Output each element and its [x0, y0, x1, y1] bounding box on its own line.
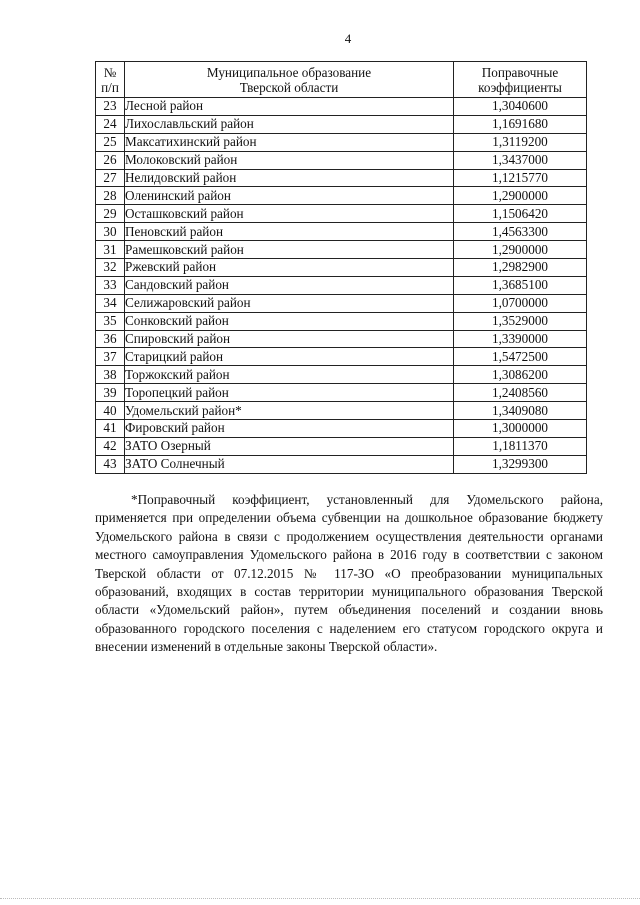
row-coefficient: 1,3685100 — [454, 276, 587, 294]
table-row — [96, 241, 587, 259]
coefficients-table — [95, 61, 587, 474]
row-number: 36 — [96, 330, 125, 348]
row-coefficient: 1,1215770 — [454, 169, 587, 187]
row-municipality: Лесной район — [125, 98, 454, 116]
row-coefficient: 1,3299300 — [454, 455, 587, 473]
table-row — [96, 98, 587, 116]
table-body — [96, 98, 587, 474]
row-municipality: Пеновский район — [125, 223, 454, 241]
row-number: 25 — [96, 133, 125, 151]
row-municipality: Ржевский район — [125, 259, 454, 277]
header-coefficient-line1: Поправочные — [481, 64, 559, 80]
table-row — [96, 366, 587, 384]
row-coefficient: 1,3086200 — [454, 366, 587, 384]
table-row — [96, 330, 587, 348]
header-coefficient — [454, 62, 587, 98]
table-row — [96, 205, 587, 223]
row-coefficient: 1,0700000 — [454, 294, 587, 312]
row-municipality: Торжокский район — [125, 366, 454, 384]
table-row — [96, 276, 587, 294]
footnote: *Поправочный коэффициент, установленный для Удомельского района, применяется при определении объема субвенции на дошкольное образование бюджету Удомельского района в связи с продолжением осуществления деятельности органами местного самоуправления Удомельского района в 2016 году в соответствии с законом Тверской области от 07.12.2015 № 117-ЗО «О преобразовании муниципальных образований, входящих в состав территории муниципального образования Тверской области «Удомельский район», путем объединения поселений и создании вновь образованного городского поселения с наделением его статусом городского округа и внесении изменений в отдельные законы Тверской области». — [95, 492, 603, 655]
row-coefficient: 1,2408560 — [454, 384, 587, 402]
row-municipality: Нелидовский район — [125, 169, 454, 187]
table-row — [96, 348, 587, 366]
row-number: 30 — [96, 223, 125, 241]
table-row — [96, 223, 587, 241]
row-coefficient: 1,1811370 — [454, 437, 587, 455]
row-coefficient: 1,1506420 — [454, 205, 587, 223]
row-municipality: Рамешковский район — [125, 241, 454, 259]
row-number: 35 — [96, 312, 125, 330]
row-municipality: Торопецкий район — [125, 384, 454, 402]
table-row — [96, 437, 587, 455]
row-municipality: Лихославльский район — [125, 115, 454, 133]
header-number — [96, 62, 125, 98]
table-row — [96, 312, 587, 330]
table-row — [96, 259, 587, 277]
row-municipality: Удомельский район* — [125, 402, 454, 420]
row-coefficient: 1,4563300 — [454, 223, 587, 241]
row-number: 42 — [96, 437, 125, 455]
row-number: 41 — [96, 420, 125, 438]
row-number: 37 — [96, 348, 125, 366]
row-municipality: Молоковский район — [125, 151, 454, 169]
table-row — [96, 420, 587, 438]
row-coefficient: 1,3040600 — [454, 98, 587, 116]
table-row — [96, 402, 587, 420]
row-coefficient: 1,3529000 — [454, 312, 587, 330]
header-municipality-line2: Тверской области — [239, 79, 339, 95]
row-municipality: Селижаровский район — [125, 294, 454, 312]
row-coefficient: 1,2982900 — [454, 259, 587, 277]
row-number: 27 — [96, 169, 125, 187]
table-row — [96, 455, 587, 473]
header-municipality — [125, 62, 454, 98]
row-number: 38 — [96, 366, 125, 384]
row-number: 34 — [96, 294, 125, 312]
row-municipality: Старицкий район — [125, 348, 454, 366]
row-number: 40 — [96, 402, 125, 420]
row-number: 31 — [96, 241, 125, 259]
row-number: 29 — [96, 205, 125, 223]
row-coefficient: 1,3119200 — [454, 133, 587, 151]
row-coefficient: 1,2900000 — [454, 241, 587, 259]
row-number: 23 — [96, 98, 125, 116]
header-coefficient-line2: коэффициенты — [478, 79, 562, 95]
row-number: 26 — [96, 151, 125, 169]
row-municipality: Максатихинский район — [125, 133, 454, 151]
header-number-line1: № — [103, 64, 117, 80]
header-municipality-line1: Муниципальное образование — [206, 64, 372, 80]
row-coefficient: 1,3409080 — [454, 402, 587, 420]
row-coefficient: 1,2900000 — [454, 187, 587, 205]
table-header-row — [96, 62, 587, 98]
row-number: 43 — [96, 455, 125, 473]
table-row — [96, 151, 587, 169]
row-municipality: Сонковский район — [125, 312, 454, 330]
table-row — [96, 133, 587, 151]
row-coefficient: 1,3437000 — [454, 151, 587, 169]
row-municipality: ЗАТО Солнечный — [125, 455, 454, 473]
table-row — [96, 169, 587, 187]
page-number: 4 — [344, 31, 352, 46]
row-number: 28 — [96, 187, 125, 205]
row-number: 39 — [96, 384, 125, 402]
row-municipality: Осташковский район — [125, 205, 454, 223]
table-row — [96, 187, 587, 205]
table-row — [96, 115, 587, 133]
row-number: 33 — [96, 276, 125, 294]
table-row — [96, 384, 587, 402]
row-coefficient: 1,1691680 — [454, 115, 587, 133]
row-municipality: Фировский район — [125, 420, 454, 438]
page-bottom-edge — [0, 898, 640, 899]
row-coefficient: 1,3390000 — [454, 330, 587, 348]
row-municipality: ЗАТО Озерный — [125, 437, 454, 455]
row-municipality: Оленинский район — [125, 187, 454, 205]
row-coefficient: 1,5472500 — [454, 348, 587, 366]
header-number-line2: п/п — [101, 79, 119, 95]
table-row — [96, 294, 587, 312]
row-municipality: Спировский район — [125, 330, 454, 348]
row-municipality: Сандовский район — [125, 276, 454, 294]
row-number: 32 — [96, 259, 125, 277]
row-coefficient: 1,3000000 — [454, 420, 587, 438]
row-number: 24 — [96, 115, 125, 133]
